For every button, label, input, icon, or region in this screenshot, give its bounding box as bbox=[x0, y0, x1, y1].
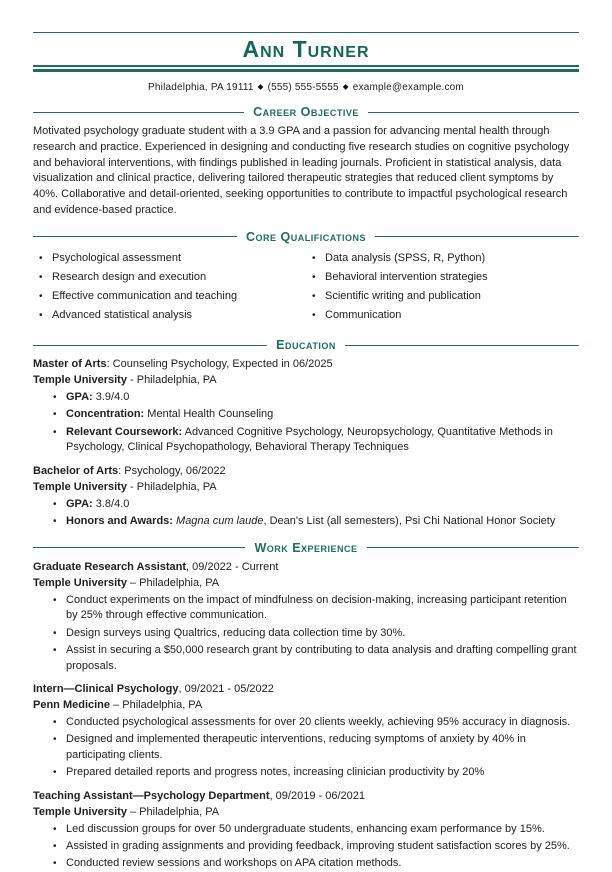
degree-name: Bachelor of Arts bbox=[33, 465, 119, 478]
job-title: Graduate Research Assistant bbox=[33, 560, 187, 573]
work-bullet-list bbox=[45, 593, 579, 675]
contact-line bbox=[33, 80, 579, 94]
qualification-item: • Scientific writing and publication bbox=[306, 289, 579, 305]
resume-page bbox=[0, 32, 612, 870]
company-name: Temple University bbox=[33, 576, 127, 589]
bullet-label: Relevant Coursework: bbox=[66, 425, 183, 438]
bullet-text: 3.9/4.0 bbox=[92, 391, 130, 404]
work-bullet: • Design surveys using Qualtrics, reducing data collection time by 30%. bbox=[45, 626, 579, 642]
section-header-education bbox=[33, 338, 579, 352]
work-entry bbox=[33, 789, 579, 872]
section-rule-right bbox=[367, 547, 579, 548]
bullet-text: , Dean's List (all semesters), Psi Chi National Honor Society bbox=[263, 515, 556, 528]
company-line bbox=[33, 576, 579, 592]
degree-name: Master of Arts bbox=[33, 358, 107, 371]
company-location: – Philadelphia, PA bbox=[126, 576, 220, 589]
diamond-separator-icon: ◆ bbox=[257, 82, 264, 92]
school-location: - Philadelphia, PA bbox=[126, 374, 217, 387]
qualifications-grid bbox=[33, 251, 579, 328]
qualifications-right-column bbox=[306, 251, 579, 328]
qualification-item: • Advanced statistical analysis bbox=[33, 308, 306, 324]
education-bullet-list bbox=[45, 390, 579, 456]
company-location: – Philadelphia, PA bbox=[110, 698, 203, 711]
degree-detail: : Psychology, 06/2022 bbox=[118, 465, 226, 478]
company-name: Penn Medicine bbox=[33, 698, 111, 711]
work-bullet: • Conducted review sessions and workshops on APA citation methods. bbox=[45, 856, 579, 872]
qualification-item: • Psychological assessment bbox=[33, 251, 306, 267]
work-bullet: • Conduct experiments on the impact of mindfulness on decision-making, increasing participant retention by 25% through effective communication. bbox=[45, 593, 579, 624]
section-header-career-objective bbox=[33, 105, 579, 119]
contact-phone: (555) 555-5555 bbox=[267, 82, 339, 94]
education-bullet bbox=[45, 390, 579, 406]
job-title: Teaching Assistant—Psychology Department bbox=[33, 790, 270, 802]
header-top-rule bbox=[33, 32, 579, 33]
school-name: Temple University bbox=[33, 480, 127, 493]
section-title: Career Objective bbox=[253, 105, 359, 120]
job-title-line bbox=[33, 560, 579, 576]
qualification-item: • Communication bbox=[306, 308, 579, 324]
section-title: Education bbox=[276, 338, 336, 353]
work-bullet: • Assist in securing a $50,000 research grant by contributing to data analysis and drafting compelling grant proposals. bbox=[45, 643, 579, 674]
company-line bbox=[33, 805, 579, 821]
qualification-item: • Behavioral intervention strategies bbox=[306, 270, 579, 286]
company-line bbox=[33, 698, 579, 714]
job-title-line bbox=[33, 682, 579, 698]
job-title: Intern—Clinical Psychology bbox=[33, 683, 179, 696]
education-bullet-list bbox=[45, 497, 579, 530]
work-bullet: • Led discussion groups for over 50 undergraduate students, enhancing exam performance by 15%. bbox=[45, 822, 579, 838]
work-entry bbox=[33, 560, 579, 674]
job-title-line bbox=[33, 789, 579, 805]
bullet-italic: Magna cum laude bbox=[172, 515, 264, 528]
bullet-text: Advanced Cognitive Psychology, Neuropsychology, Quantitative Methods in Psychology, Clinical Psychopathology, Behavioral Therapy Techniques bbox=[66, 425, 553, 454]
qualifications-left-column bbox=[33, 251, 306, 328]
work-bullet: • Prepared detailed reports and progress notes, increasing clinician productivity by 20% bbox=[45, 765, 579, 781]
qualification-item: • Data analysis (SPSS, R, Python) bbox=[306, 251, 579, 267]
section-rule-right bbox=[375, 236, 579, 237]
career-objective-text: Motivated psychology graduate student with a 3.9 GPA and a passion for advancing mental health through research and practice. Experienced in designing and conducting five research studies on cognitive psychology and behavioral interventions, with findings published in leading journals. Proficient in statistical analysis, data visualization and clinical practice, delivering tailored therapeutic strategies that reduced client symptoms by 40%. Collaborative and detail-oriented, seeking opportunities to contribute to impactful psychological research and evidence-based practice. bbox=[33, 125, 570, 216]
degree-line bbox=[33, 357, 579, 373]
company-location: – Philadelphia, PA bbox=[126, 805, 220, 818]
section-rule-left bbox=[33, 547, 245, 548]
contact-email: example@example.com bbox=[352, 82, 464, 94]
contact-location: Philadelphia, PA 19111 bbox=[148, 82, 254, 94]
resume-name: Ann Turner bbox=[242, 36, 370, 63]
education-entry bbox=[33, 464, 579, 530]
education-bullet bbox=[45, 425, 579, 456]
education-bullet bbox=[45, 497, 579, 513]
job-dates: , 09/2022 - Current bbox=[186, 560, 279, 573]
work-bullet: • Designed and implemented therapeutic interventions, reducing symptoms of anxiety by 40% in participating clients. bbox=[45, 732, 579, 763]
section-rule-left bbox=[33, 345, 267, 346]
section-rule-right bbox=[345, 345, 579, 346]
section-rule-left bbox=[33, 236, 237, 237]
section-title: Core Qualifications bbox=[245, 229, 367, 244]
qualification-item: • Effective communication and teaching bbox=[33, 289, 306, 305]
work-bullet-list bbox=[45, 715, 579, 781]
education-entry bbox=[33, 357, 579, 456]
work-bullet-list bbox=[45, 822, 579, 872]
job-dates: , 09/2021 - 05/2022 bbox=[178, 683, 274, 696]
school-line bbox=[33, 480, 579, 496]
section-header-core-qualifications bbox=[33, 230, 579, 244]
school-line bbox=[33, 373, 579, 389]
diamond-separator-icon: ◆ bbox=[342, 82, 349, 92]
bullet-label: Honors and Awards: bbox=[66, 515, 173, 528]
work-bullet: • Assisted in grading assignments and providing feedback, improving student satisfaction scores by 25%. bbox=[45, 839, 579, 855]
bullet-label: GPA: bbox=[66, 497, 93, 510]
education-bullet bbox=[45, 514, 579, 530]
bullet-label: Concentration: bbox=[66, 408, 145, 421]
work-bullet: • Conducted psychological assessments for over 20 clients weekly, achieving 95% accuracy in diagnosis. bbox=[45, 715, 579, 731]
section-rule-left bbox=[33, 112, 244, 113]
bullet-label: GPA: bbox=[66, 391, 93, 404]
education-bullet bbox=[45, 407, 579, 423]
qualification-item: • Research design and execution bbox=[33, 270, 306, 286]
section-header-work-experience bbox=[33, 541, 579, 555]
work-entry bbox=[33, 682, 579, 781]
school-name: Temple University bbox=[33, 374, 127, 387]
degree-line bbox=[33, 464, 579, 480]
company-name: Temple University bbox=[33, 805, 127, 818]
bullet-text: Mental Health Counseling bbox=[144, 408, 274, 421]
section-rule-right bbox=[368, 112, 579, 113]
bullet-text: 3.8/4.0 bbox=[92, 497, 130, 510]
header-divider-thin bbox=[33, 65, 579, 67]
school-location: - Philadelphia, PA bbox=[126, 480, 217, 493]
degree-detail: : Counseling Psychology, Expected in 06/2025 bbox=[106, 358, 333, 371]
job-dates: , 09/2019 - 06/2021 bbox=[269, 790, 365, 802]
section-title: Work Experience bbox=[254, 540, 358, 555]
header-divider-thick bbox=[33, 69, 579, 73]
